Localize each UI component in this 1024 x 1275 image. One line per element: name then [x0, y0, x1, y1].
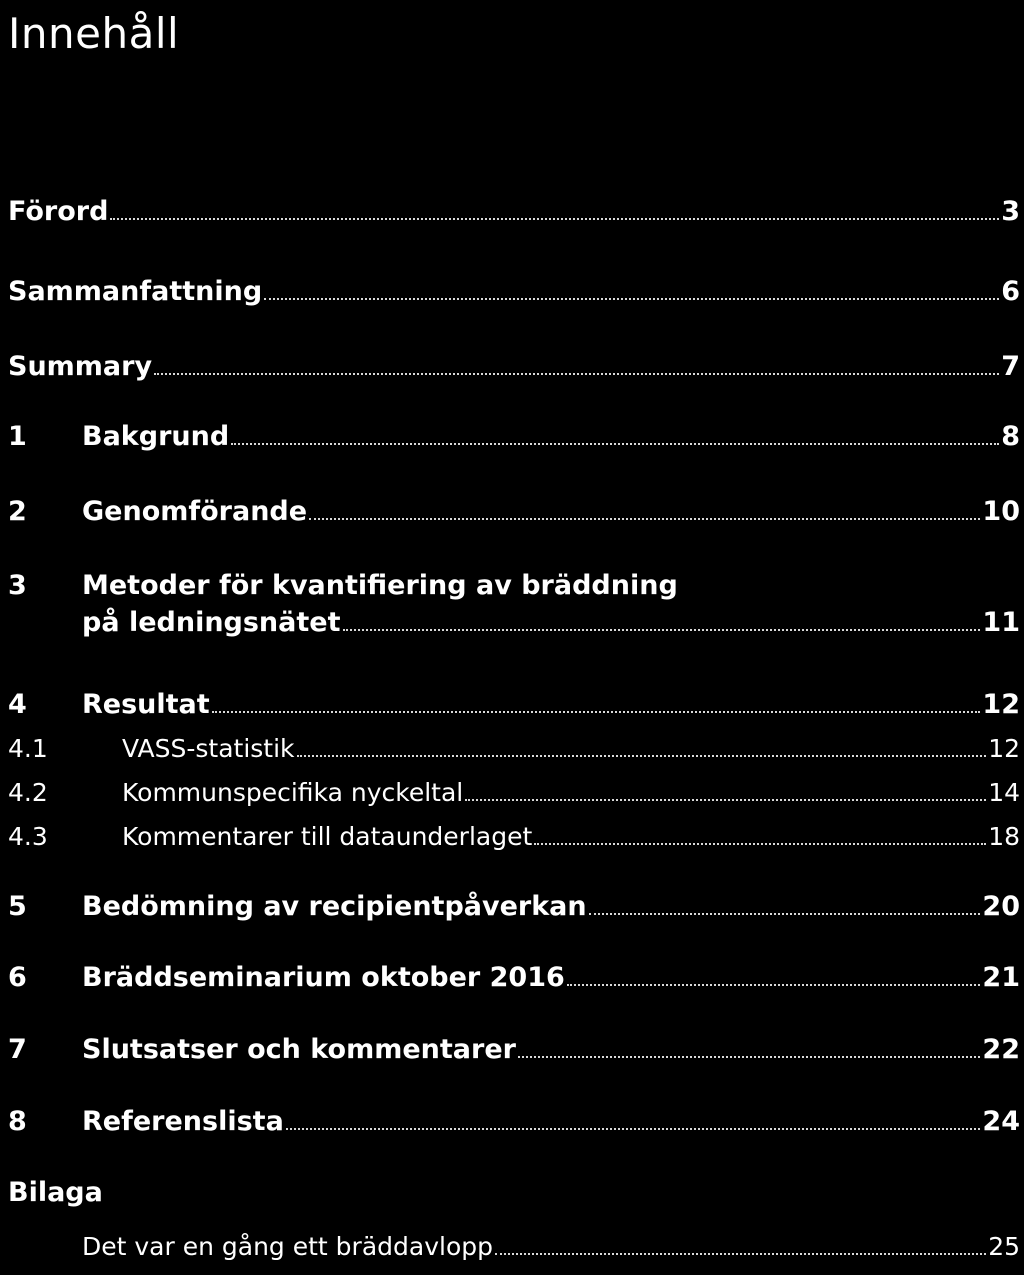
dot-leader — [343, 629, 981, 631]
toc-entry-title: Det var en gång ett bräddavlopp — [82, 1232, 493, 1261]
toc-entry-resultat[interactable] — [8, 689, 1020, 720]
toc-subentry-kommentarer[interactable] — [8, 822, 1020, 851]
dot-leader — [589, 913, 981, 915]
toc-entry-sammanfattning[interactable] — [8, 276, 1020, 307]
toc-entry-page: 12 — [988, 734, 1020, 763]
toc-entry-referenslista[interactable] — [8, 1106, 1020, 1137]
toc-entry-page: 8 — [1001, 421, 1020, 452]
toc-entry-page: 10 — [982, 496, 1020, 527]
toc-entry-title: Bakgrund — [82, 421, 230, 452]
toc-entry-genomforande[interactable] — [8, 496, 1020, 527]
toc-subentry-vass-statistik[interactable] — [8, 734, 1020, 763]
toc-entry-title: Slutsatser och kommentarer — [82, 1034, 516, 1065]
toc-entry-title: VASS-statistik — [122, 734, 295, 763]
dot-leader — [495, 1253, 986, 1255]
toc-entry-page: 25 — [988, 1232, 1020, 1261]
toc-entry-page: 11 — [982, 607, 1020, 638]
toc-appendix-entry[interactable] — [82, 1232, 1020, 1261]
dot-leader — [264, 298, 999, 300]
toc-entry-title: Bedömning av recipientpåverkan — [82, 891, 587, 922]
toc-entry-number: 4 — [8, 689, 27, 720]
toc-entry-number: 8 — [8, 1106, 27, 1137]
toc-entry-title: Summary — [8, 351, 153, 382]
dot-leader — [567, 984, 981, 986]
toc-entry-number: 5 — [8, 891, 27, 922]
toc-entry-title: Förord — [8, 196, 109, 227]
dot-leader — [518, 1056, 980, 1058]
toc-entry-page: 20 — [982, 891, 1020, 922]
toc-entry-bedomning[interactable] — [8, 891, 1020, 922]
toc-entry-page: 12 — [982, 689, 1020, 720]
toc-entry-title: Kommentarer till dataunderlaget — [122, 822, 533, 851]
dot-leader — [309, 518, 980, 520]
dot-leader — [212, 711, 981, 713]
toc-entry-page: 3 — [1001, 196, 1020, 227]
toc-entry-title: Kommunspecifika nyckeltal — [122, 778, 464, 807]
toc-entry-title: Genomförande — [82, 496, 308, 527]
toc-entry-title: Bräddseminarium oktober 2016 — [82, 962, 565, 993]
dot-leader — [231, 443, 999, 445]
toc-entry-slutsatser[interactable] — [8, 1034, 1020, 1065]
toc-entry-page: 24 — [982, 1106, 1020, 1137]
dot-leader — [465, 799, 986, 801]
dot-leader — [297, 755, 987, 757]
toc-subentry-kommunspecifika[interactable] — [8, 778, 1020, 807]
toc-entry-number: 4.1 — [8, 734, 48, 763]
toc-entry-forord[interactable] — [8, 196, 1020, 227]
appendix-heading: Bilaga — [8, 1177, 103, 1208]
toc-entry-number: 2 — [8, 496, 27, 527]
dot-leader — [110, 218, 999, 220]
toc-entry-braddseminarium[interactable] — [8, 962, 1020, 993]
toc-entry-title: Referenslista — [82, 1106, 284, 1137]
toc-entry-bakgrund[interactable] — [8, 421, 1020, 452]
dot-leader — [154, 373, 999, 375]
toc-entry-number: 3 — [8, 570, 27, 601]
toc-entry-summary[interactable] — [8, 351, 1020, 382]
toc-entry-metoder[interactable] — [8, 570, 1020, 638]
toc-entry-page: 6 — [1001, 276, 1020, 307]
toc-entry-number: 1 — [8, 421, 27, 452]
toc-entry-number: 6 — [8, 962, 27, 993]
toc-entry-page: 18 — [988, 822, 1020, 851]
toc-entry-page: 14 — [988, 778, 1020, 807]
toc-entry-page: 22 — [982, 1034, 1020, 1065]
toc-entry-number: 4.2 — [8, 778, 48, 807]
dot-leader — [534, 843, 986, 845]
toc-entry-title-line1: Metoder för kvantifiering av bräddning — [82, 570, 678, 601]
toc-entry-title: Resultat — [82, 689, 210, 720]
toc-entry-page: 21 — [982, 962, 1020, 993]
page-title: Innehåll — [8, 9, 180, 58]
toc-entry-page: 7 — [1001, 351, 1020, 382]
toc-entry-title-line2: på ledningsnätet — [82, 607, 341, 638]
toc-entry-number: 4.3 — [8, 822, 48, 851]
toc-entry-title: Sammanfattning — [8, 276, 263, 307]
toc-entry-number: 7 — [8, 1034, 27, 1065]
dot-leader — [286, 1128, 981, 1130]
